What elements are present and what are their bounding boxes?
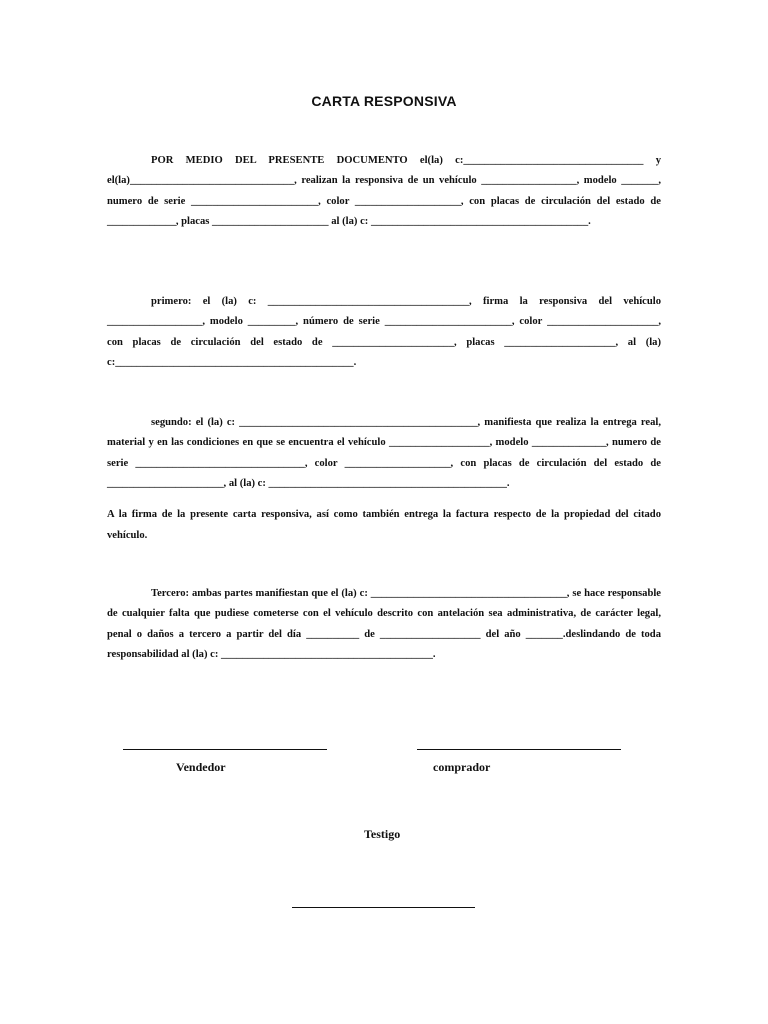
paragraph-factura: A la firma de la presente carta responsiva, así como también entrega la factura respecto de la propiedad del citado vehículo.	[107, 509, 661, 541]
signature-line-testigo	[292, 907, 475, 908]
signature-line-comprador	[417, 749, 621, 750]
paragraph-primero: primero: el (la) c: ______________________________________, firma la responsiva del vehículo __________________, modelo _________, número de serie ________________________, color _____________________, con placas de circulación del estado de _______________________, placas _____________________, al (la) c:_____________________________________________.	[107, 296, 661, 368]
signature-label-comprador: comprador	[433, 760, 491, 774]
signature-label-vendedor: Vendedor	[176, 760, 226, 774]
signature-line-vendedor	[123, 749, 327, 750]
signature-label-testigo: Testigo	[364, 827, 401, 841]
document-title: CARTA RESPONSIVA	[311, 93, 457, 109]
paragraph-intro: POR MEDIO DEL PRESENTE DOCUMENTO el(la) c:__________________________________ y el(la)_______________________________, realizan la responsiva de un vehículo __________________, modelo _______, numero de serie ________________________, color ____________________, con placas de circulación del estado de _____________, placas ______________________ al (la) c: _________________________________________.	[107, 155, 661, 227]
paragraph-tercero: Tercero: ambas partes manifiestan que el (la) c: _____________________________________, se hace responsable de cualquier falta que pudiese cometerse con el vehículo descrito con antelación sea administrativa, de carácter legal, penal o daños a tercero a partir del día __________ de ___________________ del año _______.deslindando de toda responsabilidad al (la) c: ________________________________________.	[107, 588, 661, 660]
paragraph-segundo: segundo: el (la) c: _____________________________________________, manifiesta que realiza la entrega real, material y en las condiciones en que se encuentra el vehículo ___________________, modelo ______________, numero de serie ________________________________, color ____________________, con placas de circulación del estado de ______________________, al (la) c: _____________________________________________.	[107, 417, 661, 489]
